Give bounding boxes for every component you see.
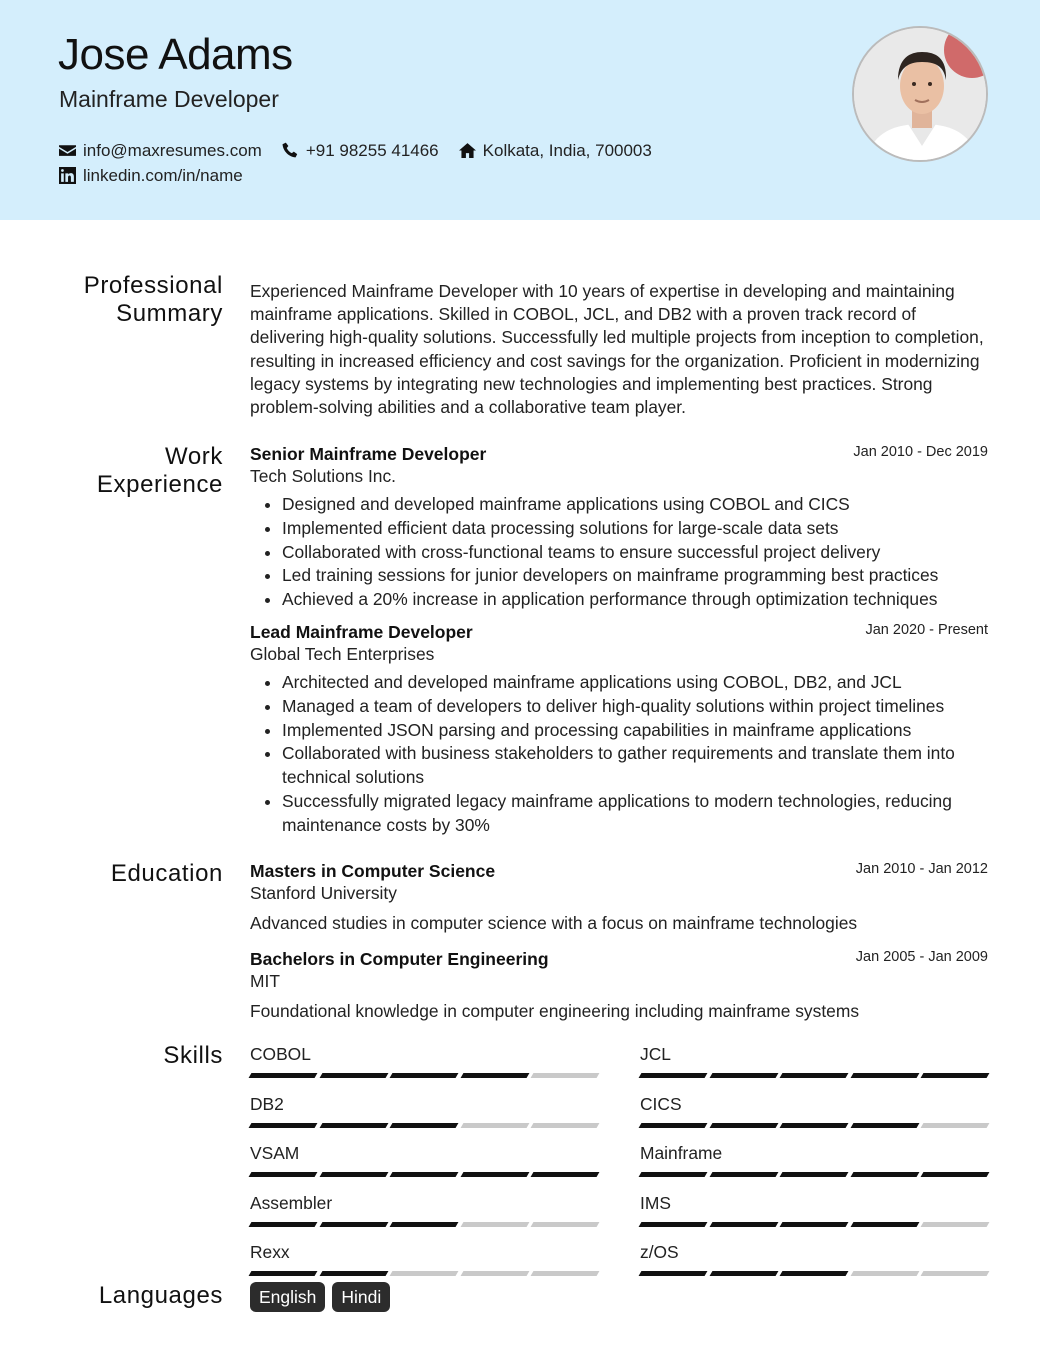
candidate-title: Mainframe Developer — [59, 86, 279, 112]
languages-list — [250, 1282, 988, 1312]
contact-info — [59, 138, 672, 188]
education-date: Jan 2005 - Jan 2009 — [855, 949, 988, 965]
degree-title: Masters in Computer Science — [250, 861, 496, 881]
skill-segment-empty — [460, 1123, 528, 1128]
skill-segment-empty — [531, 1123, 599, 1128]
language-badge: Hindi — [332, 1282, 390, 1312]
education-list — [250, 860, 988, 1023]
skill-item — [640, 1094, 988, 1144]
skill-segment-filled — [639, 1172, 707, 1177]
skill-segment-empty — [921, 1222, 989, 1227]
skill-item — [640, 1044, 988, 1094]
job-date: Jan 2020 - Present — [865, 621, 988, 638]
skill-segment-filled — [780, 1271, 848, 1276]
languages-heading: Languages — [98, 1282, 223, 1309]
skill-level-bar — [250, 1271, 598, 1276]
skill-segment-filled — [709, 1271, 777, 1276]
job-bullets — [250, 671, 988, 838]
skill-segment-filled — [921, 1172, 989, 1177]
skill-item — [250, 1044, 598, 1094]
skill-item — [250, 1094, 598, 1144]
location-contact — [459, 141, 652, 161]
education-date: Jan 2010 - Jan 2012 — [855, 861, 988, 877]
skill-segment-empty — [390, 1271, 458, 1276]
education-entry — [250, 860, 988, 935]
phone-contact[interactable] — [282, 141, 439, 161]
job-bullets — [250, 493, 988, 612]
summary-text: Experienced Mainframe Developer with 10 years of expertise in developing and maintaining mainframe applications. Skilled in COBOL, JCL, and DB2 with a proven track record of delivering high-quality solutions. Successfully led multiple projects from inception to completion, resulting in increased efficiency and cost savings for the organization. Proficient in modernizing legacy systems by integrating new technologies and implementing best practices. Strong problem-solving abilities and a collaborative team player. — [250, 281, 984, 418]
job-bullet: • Led training sessions for junior developers on mainframe programming best practices — [282, 564, 988, 588]
skill-name: Mainframe — [640, 1143, 723, 1163]
skill-segment-filled — [780, 1222, 848, 1227]
skill-segment-filled — [780, 1073, 848, 1078]
job-bullet: • Architected and developed mainframe applications using COBOL, DB2, and JCL — [282, 671, 988, 695]
school-name: MIT — [250, 971, 280, 991]
language-badge: English — [250, 1282, 325, 1312]
skill-segment-empty — [921, 1123, 989, 1128]
skill-item — [640, 1143, 988, 1193]
job-bullet: • Designed and developed mainframe applications using COBOL and CICS — [282, 493, 988, 517]
skill-level-bar — [640, 1172, 988, 1177]
job-company: Tech Solutions Inc. — [250, 466, 396, 486]
skill-segment-filled — [531, 1172, 599, 1177]
education-entry — [250, 948, 988, 1023]
skill-segment-filled — [390, 1172, 458, 1177]
skill-segment-filled — [709, 1073, 777, 1078]
skill-segment-filled — [460, 1172, 528, 1177]
skill-segment-filled — [709, 1123, 777, 1128]
skill-segment-filled — [921, 1073, 989, 1078]
skill-segment-filled — [319, 1123, 387, 1128]
profile-photo — [852, 26, 988, 162]
skill-segment-filled — [249, 1123, 317, 1128]
skill-segment-filled — [780, 1123, 848, 1128]
job-bullet: • Implemented JSON parsing and processing capabilities in mainframe applications — [282, 719, 988, 743]
skill-level-bar — [640, 1123, 988, 1128]
skill-segment-filled — [249, 1271, 317, 1276]
skill-level-bar — [640, 1073, 988, 1078]
candidate-name: Jose Adams — [58, 30, 293, 79]
skill-name: COBOL — [250, 1044, 311, 1064]
skill-segment-filled — [709, 1222, 777, 1227]
job-bullet: • Implemented efficient data processing solutions for large-scale data sets — [282, 517, 988, 541]
skill-segment-filled — [390, 1222, 458, 1227]
skill-segment-filled — [639, 1271, 707, 1276]
skill-name: CICS — [640, 1093, 682, 1114]
skill-name: IMS — [640, 1192, 671, 1213]
job-entry — [250, 621, 988, 838]
skill-name: DB2 — [250, 1093, 284, 1114]
linkedin-text: linkedin.com/in/name — [83, 165, 243, 185]
skill-item — [250, 1143, 598, 1193]
skill-name: Assembler — [250, 1192, 333, 1213]
job-bullet: • Collaborated with business stakeholders to gather requirements and translate them into technical solutions — [282, 742, 988, 790]
skill-segment-filled — [460, 1073, 528, 1078]
skill-segment-filled — [319, 1222, 387, 1227]
skill-segment-empty — [531, 1222, 599, 1227]
skill-segment-empty — [850, 1271, 918, 1276]
skill-segment-filled — [249, 1172, 317, 1177]
skill-segment-empty — [460, 1271, 528, 1276]
email-contact[interactable] — [59, 141, 262, 161]
skill-segment-empty — [460, 1222, 528, 1227]
phone-text: +91 98255 41466 — [305, 140, 439, 160]
job-date: Jan 2010 - Dec 2019 — [853, 444, 988, 460]
skill-level-bar — [250, 1073, 598, 1078]
skill-segment-filled — [319, 1073, 387, 1078]
skill-name: Rexx — [250, 1242, 290, 1262]
skill-segment-filled — [639, 1222, 707, 1227]
skill-name: VSAM — [250, 1143, 300, 1163]
experience-heading: Work Experience — [96, 443, 223, 498]
job-bullet: • Collaborated with cross-functional teams to ensure successful project delivery — [282, 541, 988, 565]
education-desc: Foundational knowledge in computer engineering including mainframe systems — [250, 1001, 860, 1021]
skill-segment-filled — [319, 1271, 387, 1276]
skill-segment-filled — [850, 1123, 918, 1128]
skill-name: JCL — [640, 1044, 671, 1064]
skill-item — [640, 1193, 988, 1243]
skill-segment-filled — [850, 1222, 918, 1227]
skills-grid — [250, 1044, 988, 1292]
email-text: info@maxresumes.com — [83, 140, 262, 160]
location-text: Kolkata, India, 700003 — [482, 140, 652, 160]
skill-segment-filled — [709, 1172, 777, 1177]
envelope-icon — [59, 142, 76, 159]
degree-title: Bachelors in Computer Engineering — [250, 949, 549, 969]
skill-segment-filled — [390, 1123, 458, 1128]
job-bullet: • Managed a team of developers to deliver high-quality solutions within project timelines — [282, 695, 988, 719]
skill-segment-empty — [921, 1271, 989, 1276]
job-bullet: • Achieved a 20% increase in application performance through optimization techniques — [282, 588, 988, 612]
portrait-image — [854, 28, 988, 162]
skill-segment-filled — [249, 1222, 317, 1227]
job-entry — [250, 443, 988, 612]
skills-heading: Skills — [163, 1042, 223, 1069]
linkedin-icon — [59, 167, 76, 184]
skill-level-bar — [250, 1123, 598, 1128]
skill-segment-filled — [850, 1073, 918, 1078]
skill-name: z/OS — [640, 1242, 679, 1262]
skill-segment-filled — [390, 1073, 458, 1078]
skill-segment-empty — [531, 1073, 599, 1078]
skill-segment-empty — [531, 1271, 599, 1276]
job-company: Global Tech Enterprises — [250, 643, 435, 664]
phone-icon — [282, 142, 299, 159]
skill-segment-filled — [850, 1172, 918, 1177]
skill-segment-filled — [319, 1172, 387, 1177]
school-name: Stanford University — [250, 883, 397, 903]
summary-heading: Professional Summary — [83, 272, 223, 327]
skill-level-bar — [640, 1222, 988, 1227]
home-icon — [459, 142, 476, 159]
skill-level-bar — [250, 1222, 598, 1227]
skill-segment-filled — [249, 1073, 317, 1078]
skill-segment-filled — [639, 1073, 707, 1078]
experience-list — [250, 443, 988, 838]
education-heading: Education — [110, 860, 223, 887]
skill-level-bar — [250, 1172, 598, 1177]
job-title: Senior Mainframe Developer — [250, 444, 487, 464]
job-bullet: • Successfully migrated legacy mainframe applications to modern technologies, reducing maintenance costs by 30% — [282, 790, 988, 838]
skill-segment-filled — [639, 1123, 707, 1128]
skill-segment-filled — [780, 1172, 848, 1177]
skill-item — [250, 1193, 598, 1243]
linkedin-contact[interactable] — [59, 166, 243, 186]
resume-header — [0, 0, 1040, 220]
skill-level-bar — [640, 1271, 988, 1276]
job-title: Lead Mainframe Developer — [250, 621, 473, 642]
education-desc: Advanced studies in computer science with a focus on mainframe technologies — [250, 913, 858, 933]
